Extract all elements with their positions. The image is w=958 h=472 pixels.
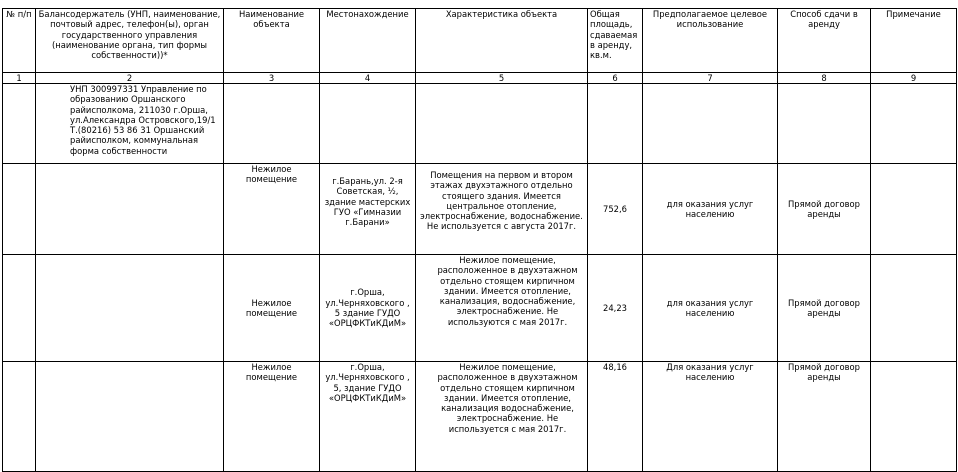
header-holder: Балансодержатель (УНП, наименование, почтовый адрес, телефон(ы), орган государственного управления (наименование органа, тип формы собственности))* — [36, 9, 224, 73]
cell-empty — [871, 84, 957, 164]
header-purpose: Предполагаемое целевое использование — [643, 9, 778, 73]
header-characteristic: Характеристика объекта — [416, 9, 588, 73]
cell-holder — [36, 164, 224, 255]
cell-purpose: Для оказания услуг населению — [643, 362, 778, 472]
cell-n — [3, 84, 36, 164]
column-number: 7 — [643, 73, 778, 84]
holder-cell: УНП 300997331 Управление по образованию Оршанского райисполкома, 211030 г.Орша, ул.Александра Островского,19/1 Т.(80216) 53 86 31 Оршанский райисполком, коммунальная форма собственности — [36, 84, 224, 164]
cell-method: Прямой договор аренды — [778, 164, 871, 255]
cell-n — [3, 362, 36, 472]
column-number: 1 — [3, 73, 36, 84]
cell-n — [3, 255, 36, 362]
cell-empty — [416, 84, 588, 164]
cell-method: Прямой договор аренды — [778, 362, 871, 472]
table-row — [3, 164, 957, 255]
column-number: 4 — [320, 73, 416, 84]
cell-holder — [36, 362, 224, 472]
header-note: Примечание — [871, 9, 957, 73]
cell-characteristic: Нежилое помещение, расположенное в двухэтажном отдельно стоящем кирпичном здании. Имеется отопление, канализация водоснабжение, электроснабжение. Не используется с мая 2017г. — [416, 362, 588, 472]
table-row — [3, 255, 957, 362]
cell-location: г.Орша, ул.Черняховского , 5 здание ГУДО «ОРЦФКТиКДиМ» — [320, 255, 416, 362]
cell-object-name: Нежилое помещение — [224, 164, 320, 255]
cell-n — [3, 164, 36, 255]
cell-object-name: Нежилое помещение — [224, 255, 320, 362]
cell-empty — [224, 84, 320, 164]
header-method: Способ сдачи в аренду — [778, 9, 871, 73]
cell-empty — [588, 84, 643, 164]
column-number: 5 — [416, 73, 588, 84]
cell-empty — [320, 84, 416, 164]
cell-empty — [643, 84, 778, 164]
cell-purpose: для оказания услуг населению — [643, 255, 778, 362]
column-number: 8 — [778, 73, 871, 84]
cell-method: Прямой договор аренды — [778, 255, 871, 362]
cell-purpose: для оказания услуг населению — [643, 164, 778, 255]
cell-area: 752,6 — [588, 164, 643, 255]
column-number: 9 — [871, 73, 957, 84]
column-number: 6 — [588, 73, 643, 84]
header-n: № п/п — [3, 9, 36, 73]
cell-note — [871, 362, 957, 472]
cell-holder — [36, 255, 224, 362]
header-location: Местонахождение — [320, 9, 416, 73]
cell-area: 24,23 — [588, 255, 643, 362]
holder-row — [3, 84, 957, 164]
cell-note — [871, 164, 957, 255]
property-table — [2, 8, 957, 472]
cell-object-name: Нежилое помещение — [224, 362, 320, 472]
cell-characteristic: Нежилое помещение, расположенное в двухэтажном отдельно стоящем кирпичном здании. Имеется отопление, канализация, водоснабжение, электроснабжение. Не используются с мая 2017г. — [416, 255, 588, 362]
cell-empty — [778, 84, 871, 164]
column-number-row — [3, 73, 957, 84]
cell-location: г.Барань,ул. 2-я Советская, ½, здание мастерских ГУО «Гимназии г.Барани» — [320, 164, 416, 255]
header-area: Общая площадь, сдаваемая в аренду, кв.м. — [588, 9, 643, 73]
header-row — [3, 9, 957, 73]
cell-location: г.Орша, ул.Черняховского , 5, здание ГУДО «ОРЦФКТиКДиМ» — [320, 362, 416, 472]
cell-characteristic: Помещения на первом и втором этажах двухэтажного отдельно стоящего здания. Имеется центральное отопление, электроснабжение, водоснабжение. Не используется с августа 2017г. — [416, 164, 588, 255]
table-row — [3, 362, 957, 472]
column-number: 2 — [36, 73, 224, 84]
header-name: Наименование объекта — [224, 9, 320, 73]
cell-area: 48,16 — [588, 362, 643, 472]
column-number: 3 — [224, 73, 320, 84]
cell-note — [871, 255, 957, 362]
